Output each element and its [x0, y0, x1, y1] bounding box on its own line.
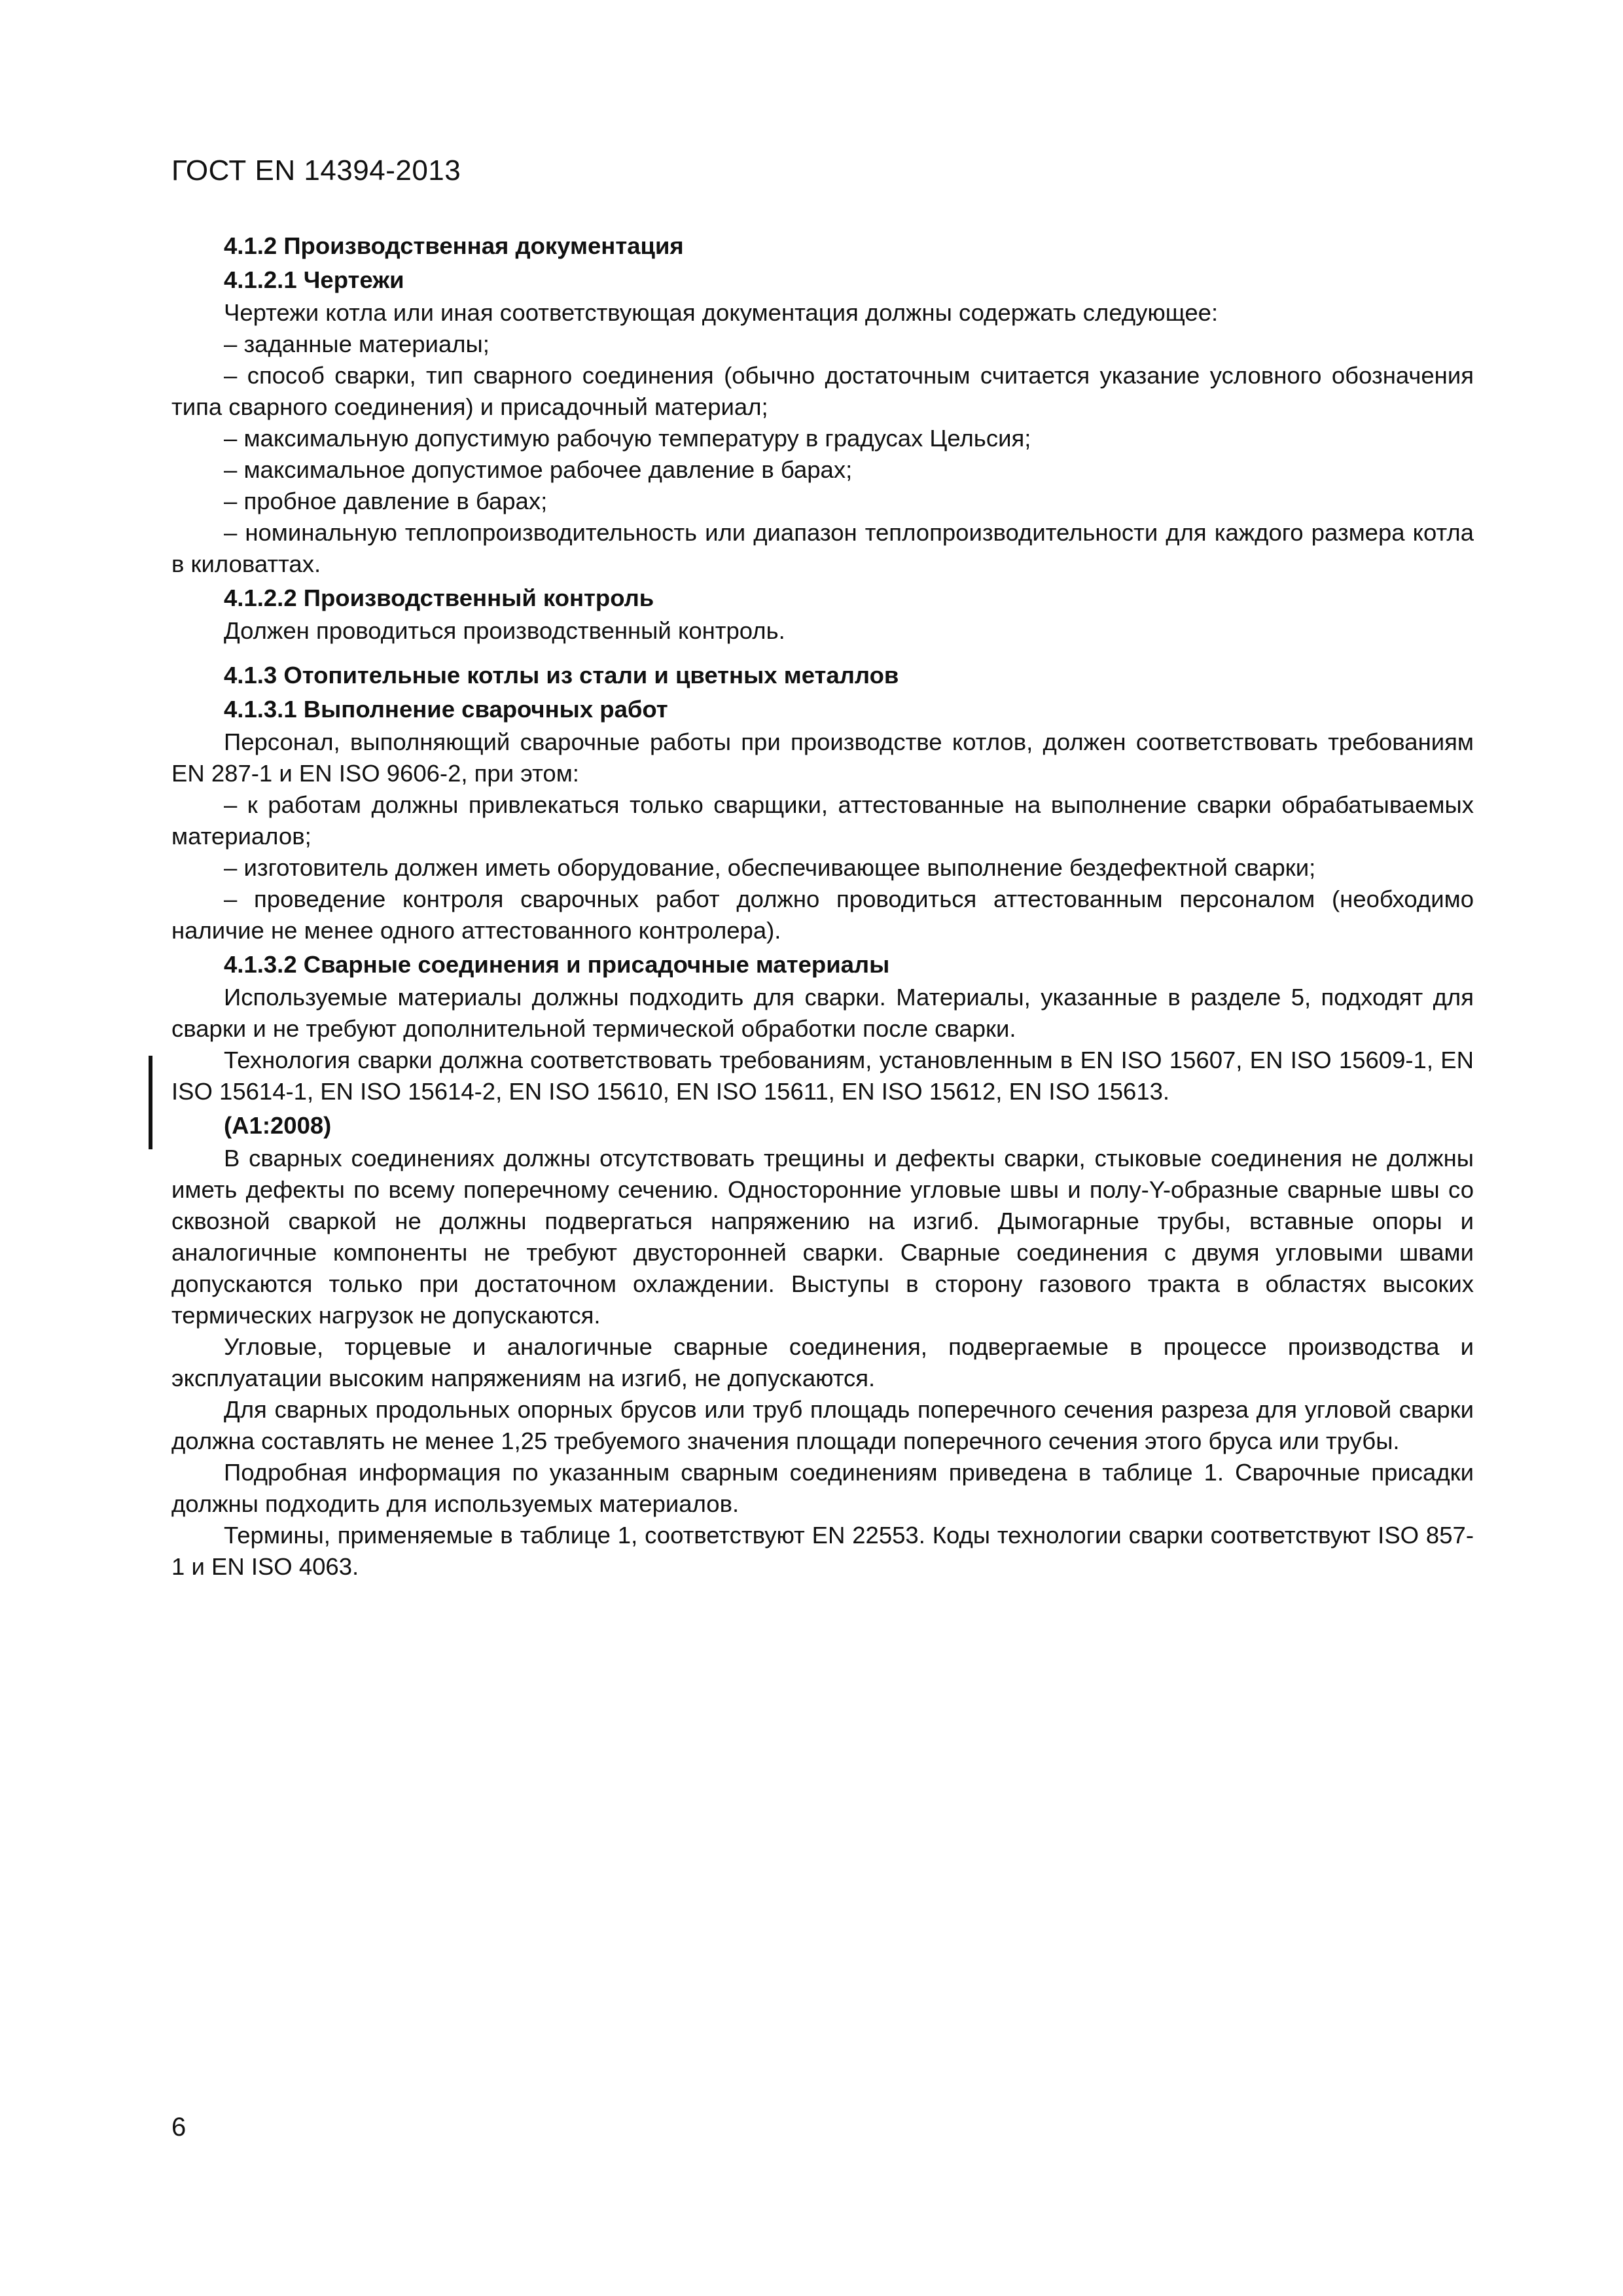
- section-heading-4-1-3: 4.1.3 Отопительные котлы из стали и цветных металлов: [224, 662, 899, 689]
- section-heading-4-1-2: 4.1.2 Производственная документация: [224, 232, 684, 259]
- list-item: – максимальную допустимую рабочую температуру в градусах Цельсия;: [224, 425, 1031, 452]
- list-item: – проведение контроля сварочных работ должно проводиться аттестованным персоналом (необходимо наличие не менее одного аттестованного контролера).: [171, 886, 1474, 944]
- paragraph: Подробная информация по указанным сварным соединениям приведена в таблице 1. Сварочные присадки должны подходить для используемых материалов.: [171, 1459, 1474, 1517]
- paragraph: Должен проводиться производственный контроль.: [224, 617, 785, 644]
- change-marker-bar: [149, 1056, 152, 1149]
- document-header: ГОСТ EN 14394-2013: [171, 154, 461, 187]
- paragraph: Для сварных продольных опорных брусов или труб площадь поперечного сечения разреза для угловой сварки должна составлять не менее 1,25 требуемого значения площади поперечного сечения этого бруса или трубы.: [171, 1396, 1474, 1454]
- amendment-label: (А1:2008): [224, 1112, 332, 1139]
- paragraph: Термины, применяемые в таблице 1, соответствуют EN 22553. Коды технологии сварки соответствуют ISO 857-1 и EN ISO 4063.: [171, 1522, 1474, 1580]
- paragraph: Персонал, выполняющий сварочные работы при производстве котлов, должен соответствовать требованиям EN 287-1 и EN ISO 9606-2, при этом:: [171, 728, 1474, 787]
- section-heading-4-1-2-2: 4.1.2.2 Производственный контроль: [224, 584, 654, 611]
- paragraph: Чертежи котла или иная соответствующая документация должны содержать следующее:: [224, 299, 1219, 326]
- paragraph: Угловые, торцевые и аналогичные сварные соединения, подвергаемые в процессе производства и эксплуатации высоким напряжениям на изгиб, не допускаются.: [171, 1333, 1474, 1391]
- list-item: – к работам должны привлекаться только сварщики, аттестованные на выполнение сварки обрабатываемых материалов;: [171, 791, 1474, 850]
- section-heading-4-1-3-1: 4.1.3.1 Выполнение сварочных работ: [224, 696, 668, 723]
- list-item: – изготовитель должен иметь оборудование, обеспечивающее выполнение бездефектной сварки;: [224, 854, 1316, 881]
- page-number: 6: [171, 2113, 187, 2142]
- paragraph: Используемые материалы должны подходить для сварки. Материалы, указанные в разделе 5, подходят для сварки и не требуют дополнительной термической обработки после сварки.: [171, 984, 1474, 1042]
- list-item: – способ сварки, тип сварного соединения (обычно достаточным считается указание условного обозначения типа сварного соединения) и присадочный материал;: [171, 362, 1474, 420]
- section-heading-4-1-2-1: 4.1.2.1 Чертежи: [224, 266, 404, 293]
- document-body: [171, 228, 1474, 1583]
- paragraph: Технология сварки должна соответствовать требованиям, установленным в EN ISO 15607, EN ISO 15609-1, EN ISO 15614-1, EN ISO 15614-2, EN ISO 15610, EN ISO 15611, EN ISO 15612, EN ISO 15613.: [171, 1047, 1474, 1105]
- section-heading-4-1-3-2: 4.1.3.2 Сварные соединения и присадочные материалы: [224, 951, 890, 978]
- list-item: – номинальную теплопроизводительность или диапазон теплопроизводительности для каждого размера котла в киловаттах.: [171, 519, 1474, 577]
- list-item: – максимальное допустимое рабочее давление в барах;: [224, 456, 853, 483]
- list-item: – пробное давление в барах;: [224, 488, 548, 514]
- list-item: – заданные материалы;: [224, 331, 490, 357]
- paragraph: В сварных соединениях должны отсутствовать трещины и дефекты сварки, стыковые соединения не должны иметь дефекты по всему поперечному сечению. Односторонние угловые швы и полу-Y-образные сварные швы со сквозной сваркой не должны подвергаться напряжению на изгиб. Дымогарные трубы, вставные опоры и аналогичные компоненты не требуют двусторонней сварки. Сварные соединения с двумя угловыми швами допускаются только при достаточном охлаждении. Выступы в сторону газового тракта в областях высоких термических нагрузок не допускаются.: [171, 1145, 1474, 1329]
